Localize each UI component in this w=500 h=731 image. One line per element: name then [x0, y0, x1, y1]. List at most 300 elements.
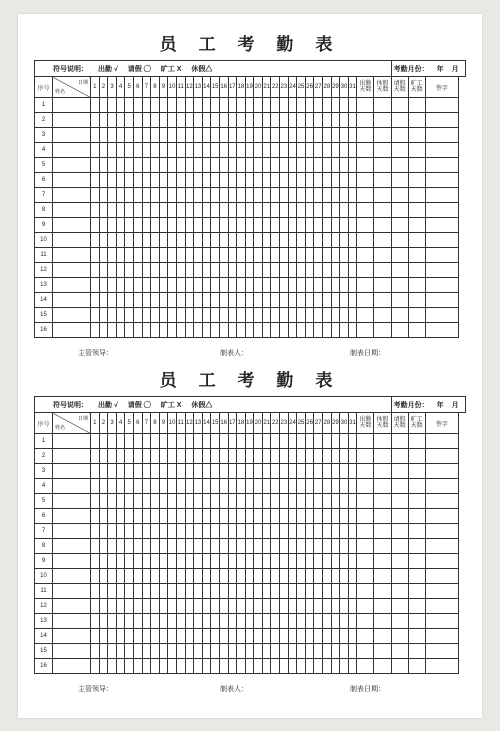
- day-cell[interactable]: [348, 308, 357, 323]
- day-cell[interactable]: [211, 233, 220, 248]
- day-cell[interactable]: [202, 188, 211, 203]
- day-cell[interactable]: [297, 479, 306, 494]
- day-cell[interactable]: [133, 98, 142, 113]
- day-cell[interactable]: [176, 203, 185, 218]
- day-cell[interactable]: [262, 434, 271, 449]
- day-cell[interactable]: [168, 113, 177, 128]
- day-cell[interactable]: [254, 293, 263, 308]
- day-cell[interactable]: [262, 449, 271, 464]
- day-cell[interactable]: [142, 293, 151, 308]
- sign-cell[interactable]: [425, 599, 458, 614]
- day-cell[interactable]: [159, 263, 168, 278]
- name-cell[interactable]: [53, 233, 91, 248]
- day-cell[interactable]: [142, 218, 151, 233]
- day-cell[interactable]: [297, 278, 306, 293]
- day-cell[interactable]: [262, 524, 271, 539]
- day-cell[interactable]: [176, 308, 185, 323]
- day-cell[interactable]: [176, 584, 185, 599]
- day-cell[interactable]: [91, 434, 100, 449]
- day-cell[interactable]: [159, 434, 168, 449]
- day-cell[interactable]: [99, 188, 108, 203]
- day-cell[interactable]: [159, 158, 168, 173]
- sign-cell[interactable]: [425, 494, 458, 509]
- day-cell[interactable]: [176, 278, 185, 293]
- day-cell[interactable]: [176, 554, 185, 569]
- day-cell[interactable]: [194, 584, 203, 599]
- day-cell[interactable]: [99, 158, 108, 173]
- day-cell[interactable]: [176, 659, 185, 674]
- day-cell[interactable]: [168, 584, 177, 599]
- day-cell[interactable]: [297, 113, 306, 128]
- day-cell[interactable]: [271, 308, 280, 323]
- stat-cell[interactable]: [391, 248, 408, 263]
- stat-cell[interactable]: [357, 629, 374, 644]
- day-cell[interactable]: [125, 293, 134, 308]
- day-cell[interactable]: [254, 629, 263, 644]
- day-cell[interactable]: [116, 173, 125, 188]
- day-cell[interactable]: [314, 113, 323, 128]
- day-cell[interactable]: [237, 278, 246, 293]
- day-cell[interactable]: [305, 98, 314, 113]
- day-cell[interactable]: [254, 599, 263, 614]
- day-cell[interactable]: [331, 203, 340, 218]
- day-cell[interactable]: [323, 293, 332, 308]
- day-cell[interactable]: [211, 569, 220, 584]
- day-cell[interactable]: [194, 293, 203, 308]
- day-cell[interactable]: [297, 569, 306, 584]
- day-cell[interactable]: [99, 293, 108, 308]
- day-cell[interactable]: [116, 524, 125, 539]
- day-cell[interactable]: [159, 278, 168, 293]
- day-cell[interactable]: [99, 599, 108, 614]
- day-cell[interactable]: [280, 233, 289, 248]
- sign-cell[interactable]: [425, 203, 458, 218]
- day-cell[interactable]: [305, 113, 314, 128]
- day-cell[interactable]: [262, 248, 271, 263]
- day-cell[interactable]: [262, 188, 271, 203]
- day-cell[interactable]: [211, 128, 220, 143]
- day-cell[interactable]: [331, 449, 340, 464]
- day-cell[interactable]: [323, 554, 332, 569]
- day-cell[interactable]: [297, 659, 306, 674]
- day-cell[interactable]: [116, 479, 125, 494]
- day-cell[interactable]: [108, 173, 117, 188]
- day-cell[interactable]: [176, 494, 185, 509]
- day-cell[interactable]: [237, 98, 246, 113]
- day-cell[interactable]: [288, 434, 297, 449]
- day-cell[interactable]: [91, 449, 100, 464]
- day-cell[interactable]: [91, 233, 100, 248]
- name-cell[interactable]: [53, 128, 91, 143]
- day-cell[interactable]: [262, 263, 271, 278]
- day-cell[interactable]: [288, 263, 297, 278]
- day-cell[interactable]: [237, 188, 246, 203]
- day-cell[interactable]: [219, 143, 228, 158]
- day-cell[interactable]: [314, 539, 323, 554]
- day-cell[interactable]: [185, 599, 194, 614]
- day-cell[interactable]: [202, 569, 211, 584]
- day-cell[interactable]: [237, 173, 246, 188]
- day-cell[interactable]: [280, 599, 289, 614]
- name-cell[interactable]: [53, 323, 91, 338]
- day-cell[interactable]: [254, 524, 263, 539]
- stat-cell[interactable]: [357, 308, 374, 323]
- day-cell[interactable]: [331, 659, 340, 674]
- stat-cell[interactable]: [374, 308, 391, 323]
- day-cell[interactable]: [340, 158, 349, 173]
- day-cell[interactable]: [219, 569, 228, 584]
- day-cell[interactable]: [297, 98, 306, 113]
- day-cell[interactable]: [314, 128, 323, 143]
- day-cell[interactable]: [99, 143, 108, 158]
- day-cell[interactable]: [176, 434, 185, 449]
- day-cell[interactable]: [262, 599, 271, 614]
- day-cell[interactable]: [237, 464, 246, 479]
- day-cell[interactable]: [288, 449, 297, 464]
- day-cell[interactable]: [133, 554, 142, 569]
- stat-cell[interactable]: [357, 434, 374, 449]
- day-cell[interactable]: [219, 248, 228, 263]
- stat-cell[interactable]: [357, 614, 374, 629]
- day-cell[interactable]: [151, 263, 160, 278]
- day-cell[interactable]: [237, 494, 246, 509]
- day-cell[interactable]: [185, 554, 194, 569]
- day-cell[interactable]: [271, 659, 280, 674]
- day-cell[interactable]: [185, 158, 194, 173]
- day-cell[interactable]: [245, 479, 254, 494]
- day-cell[interactable]: [125, 509, 134, 524]
- day-cell[interactable]: [116, 248, 125, 263]
- day-cell[interactable]: [91, 218, 100, 233]
- day-cell[interactable]: [116, 539, 125, 554]
- day-cell[interactable]: [323, 449, 332, 464]
- stat-cell[interactable]: [357, 554, 374, 569]
- day-cell[interactable]: [237, 113, 246, 128]
- day-cell[interactable]: [340, 173, 349, 188]
- day-cell[interactable]: [245, 629, 254, 644]
- day-cell[interactable]: [314, 98, 323, 113]
- stat-cell[interactable]: [357, 449, 374, 464]
- day-cell[interactable]: [194, 203, 203, 218]
- day-cell[interactable]: [280, 659, 289, 674]
- day-cell[interactable]: [280, 569, 289, 584]
- day-cell[interactable]: [297, 263, 306, 278]
- day-cell[interactable]: [194, 494, 203, 509]
- day-cell[interactable]: [305, 308, 314, 323]
- day-cell[interactable]: [245, 233, 254, 248]
- stat-cell[interactable]: [374, 599, 391, 614]
- sign-cell[interactable]: [425, 509, 458, 524]
- day-cell[interactable]: [116, 554, 125, 569]
- day-cell[interactable]: [194, 554, 203, 569]
- day-cell[interactable]: [168, 644, 177, 659]
- day-cell[interactable]: [142, 143, 151, 158]
- stat-cell[interactable]: [374, 434, 391, 449]
- day-cell[interactable]: [202, 278, 211, 293]
- day-cell[interactable]: [297, 293, 306, 308]
- day-cell[interactable]: [331, 323, 340, 338]
- stat-cell[interactable]: [374, 509, 391, 524]
- day-cell[interactable]: [262, 113, 271, 128]
- day-cell[interactable]: [323, 188, 332, 203]
- day-cell[interactable]: [297, 464, 306, 479]
- day-cell[interactable]: [237, 629, 246, 644]
- day-cell[interactable]: [228, 614, 237, 629]
- stat-cell[interactable]: [391, 233, 408, 248]
- day-cell[interactable]: [262, 644, 271, 659]
- day-cell[interactable]: [125, 263, 134, 278]
- day-cell[interactable]: [194, 233, 203, 248]
- day-cell[interactable]: [262, 629, 271, 644]
- day-cell[interactable]: [305, 494, 314, 509]
- day-cell[interactable]: [99, 614, 108, 629]
- name-cell[interactable]: [53, 479, 91, 494]
- day-cell[interactable]: [91, 128, 100, 143]
- day-cell[interactable]: [185, 173, 194, 188]
- day-cell[interactable]: [142, 188, 151, 203]
- day-cell[interactable]: [237, 659, 246, 674]
- day-cell[interactable]: [323, 494, 332, 509]
- day-cell[interactable]: [288, 128, 297, 143]
- day-cell[interactable]: [125, 278, 134, 293]
- day-cell[interactable]: [133, 494, 142, 509]
- name-cell[interactable]: [53, 308, 91, 323]
- stat-cell[interactable]: [374, 203, 391, 218]
- day-cell[interactable]: [340, 599, 349, 614]
- day-cell[interactable]: [99, 278, 108, 293]
- day-cell[interactable]: [348, 554, 357, 569]
- day-cell[interactable]: [297, 308, 306, 323]
- day-cell[interactable]: [323, 659, 332, 674]
- name-cell[interactable]: [53, 554, 91, 569]
- sign-cell[interactable]: [425, 173, 458, 188]
- day-cell[interactable]: [142, 584, 151, 599]
- day-cell[interactable]: [133, 509, 142, 524]
- day-cell[interactable]: [202, 539, 211, 554]
- day-cell[interactable]: [168, 464, 177, 479]
- day-cell[interactable]: [323, 524, 332, 539]
- day-cell[interactable]: [194, 113, 203, 128]
- day-cell[interactable]: [194, 569, 203, 584]
- day-cell[interactable]: [245, 203, 254, 218]
- day-cell[interactable]: [176, 599, 185, 614]
- day-cell[interactable]: [340, 278, 349, 293]
- day-cell[interactable]: [151, 293, 160, 308]
- day-cell[interactable]: [211, 113, 220, 128]
- day-cell[interactable]: [245, 173, 254, 188]
- day-cell[interactable]: [340, 479, 349, 494]
- day-cell[interactable]: [91, 323, 100, 338]
- day-cell[interactable]: [133, 449, 142, 464]
- day-cell[interactable]: [99, 203, 108, 218]
- day-cell[interactable]: [288, 218, 297, 233]
- day-cell[interactable]: [168, 569, 177, 584]
- day-cell[interactable]: [142, 263, 151, 278]
- day-cell[interactable]: [314, 188, 323, 203]
- day-cell[interactable]: [323, 278, 332, 293]
- day-cell[interactable]: [176, 614, 185, 629]
- day-cell[interactable]: [323, 203, 332, 218]
- day-cell[interactable]: [271, 278, 280, 293]
- day-cell[interactable]: [297, 248, 306, 263]
- day-cell[interactable]: [323, 599, 332, 614]
- day-cell[interactable]: [228, 158, 237, 173]
- day-cell[interactable]: [280, 494, 289, 509]
- day-cell[interactable]: [288, 188, 297, 203]
- day-cell[interactable]: [108, 248, 117, 263]
- stat-cell[interactable]: [357, 278, 374, 293]
- day-cell[interactable]: [262, 509, 271, 524]
- day-cell[interactable]: [288, 293, 297, 308]
- day-cell[interactable]: [288, 173, 297, 188]
- stat-cell[interactable]: [374, 524, 391, 539]
- day-cell[interactable]: [254, 659, 263, 674]
- day-cell[interactable]: [116, 128, 125, 143]
- day-cell[interactable]: [280, 263, 289, 278]
- day-cell[interactable]: [280, 248, 289, 263]
- name-cell[interactable]: [53, 158, 91, 173]
- day-cell[interactable]: [159, 584, 168, 599]
- day-cell[interactable]: [288, 113, 297, 128]
- day-cell[interactable]: [254, 113, 263, 128]
- sign-cell[interactable]: [425, 308, 458, 323]
- day-cell[interactable]: [168, 248, 177, 263]
- day-cell[interactable]: [125, 113, 134, 128]
- day-cell[interactable]: [340, 494, 349, 509]
- day-cell[interactable]: [202, 509, 211, 524]
- day-cell[interactable]: [228, 128, 237, 143]
- day-cell[interactable]: [271, 464, 280, 479]
- day-cell[interactable]: [108, 554, 117, 569]
- stat-cell[interactable]: [374, 614, 391, 629]
- day-cell[interactable]: [99, 644, 108, 659]
- day-cell[interactable]: [168, 218, 177, 233]
- day-cell[interactable]: [91, 203, 100, 218]
- day-cell[interactable]: [280, 98, 289, 113]
- day-cell[interactable]: [116, 158, 125, 173]
- day-cell[interactable]: [108, 464, 117, 479]
- day-cell[interactable]: [91, 569, 100, 584]
- day-cell[interactable]: [99, 128, 108, 143]
- day-cell[interactable]: [314, 263, 323, 278]
- stat-cell[interactable]: [374, 449, 391, 464]
- day-cell[interactable]: [228, 203, 237, 218]
- day-cell[interactable]: [280, 509, 289, 524]
- day-cell[interactable]: [202, 158, 211, 173]
- day-cell[interactable]: [340, 509, 349, 524]
- day-cell[interactable]: [323, 98, 332, 113]
- day-cell[interactable]: [159, 479, 168, 494]
- day-cell[interactable]: [348, 113, 357, 128]
- sign-cell[interactable]: [425, 524, 458, 539]
- day-cell[interactable]: [237, 584, 246, 599]
- stat-cell[interactable]: [408, 308, 425, 323]
- day-cell[interactable]: [262, 323, 271, 338]
- day-cell[interactable]: [194, 143, 203, 158]
- day-cell[interactable]: [348, 98, 357, 113]
- day-cell[interactable]: [91, 599, 100, 614]
- day-cell[interactable]: [99, 629, 108, 644]
- day-cell[interactable]: [271, 113, 280, 128]
- day-cell[interactable]: [254, 644, 263, 659]
- day-cell[interactable]: [340, 323, 349, 338]
- day-cell[interactable]: [323, 644, 332, 659]
- name-cell[interactable]: [53, 644, 91, 659]
- day-cell[interactable]: [159, 614, 168, 629]
- day-cell[interactable]: [151, 464, 160, 479]
- stat-cell[interactable]: [357, 113, 374, 128]
- day-cell[interactable]: [262, 158, 271, 173]
- day-cell[interactable]: [297, 494, 306, 509]
- stat-cell[interactable]: [357, 494, 374, 509]
- day-cell[interactable]: [254, 464, 263, 479]
- day-cell[interactable]: [348, 569, 357, 584]
- day-cell[interactable]: [245, 308, 254, 323]
- day-cell[interactable]: [262, 233, 271, 248]
- day-cell[interactable]: [297, 218, 306, 233]
- day-cell[interactable]: [159, 128, 168, 143]
- day-cell[interactable]: [125, 158, 134, 173]
- day-cell[interactable]: [323, 509, 332, 524]
- day-cell[interactable]: [348, 599, 357, 614]
- day-cell[interactable]: [116, 449, 125, 464]
- day-cell[interactable]: [168, 143, 177, 158]
- day-cell[interactable]: [202, 233, 211, 248]
- day-cell[interactable]: [99, 539, 108, 554]
- day-cell[interactable]: [305, 248, 314, 263]
- name-cell[interactable]: [53, 629, 91, 644]
- day-cell[interactable]: [151, 143, 160, 158]
- day-cell[interactable]: [280, 188, 289, 203]
- day-cell[interactable]: [176, 293, 185, 308]
- day-cell[interactable]: [151, 158, 160, 173]
- day-cell[interactable]: [194, 263, 203, 278]
- day-cell[interactable]: [340, 308, 349, 323]
- day-cell[interactable]: [323, 434, 332, 449]
- stat-cell[interactable]: [391, 278, 408, 293]
- day-cell[interactable]: [176, 218, 185, 233]
- day-cell[interactable]: [348, 203, 357, 218]
- stat-cell[interactable]: [374, 659, 391, 674]
- name-cell[interactable]: [53, 188, 91, 203]
- day-cell[interactable]: [305, 449, 314, 464]
- day-cell[interactable]: [202, 218, 211, 233]
- day-cell[interactable]: [202, 173, 211, 188]
- day-cell[interactable]: [280, 584, 289, 599]
- stat-cell[interactable]: [408, 464, 425, 479]
- day-cell[interactable]: [280, 614, 289, 629]
- day-cell[interactable]: [254, 218, 263, 233]
- day-cell[interactable]: [262, 479, 271, 494]
- day-cell[interactable]: [159, 464, 168, 479]
- day-cell[interactable]: [254, 569, 263, 584]
- day-cell[interactable]: [202, 464, 211, 479]
- day-cell[interactable]: [305, 263, 314, 278]
- day-cell[interactable]: [168, 278, 177, 293]
- day-cell[interactable]: [116, 494, 125, 509]
- day-cell[interactable]: [331, 614, 340, 629]
- day-cell[interactable]: [125, 554, 134, 569]
- sign-cell[interactable]: [425, 629, 458, 644]
- day-cell[interactable]: [108, 323, 117, 338]
- day-cell[interactable]: [133, 629, 142, 644]
- day-cell[interactable]: [133, 248, 142, 263]
- day-cell[interactable]: [194, 248, 203, 263]
- day-cell[interactable]: [340, 188, 349, 203]
- day-cell[interactable]: [348, 449, 357, 464]
- sign-cell[interactable]: [425, 188, 458, 203]
- stat-cell[interactable]: [391, 113, 408, 128]
